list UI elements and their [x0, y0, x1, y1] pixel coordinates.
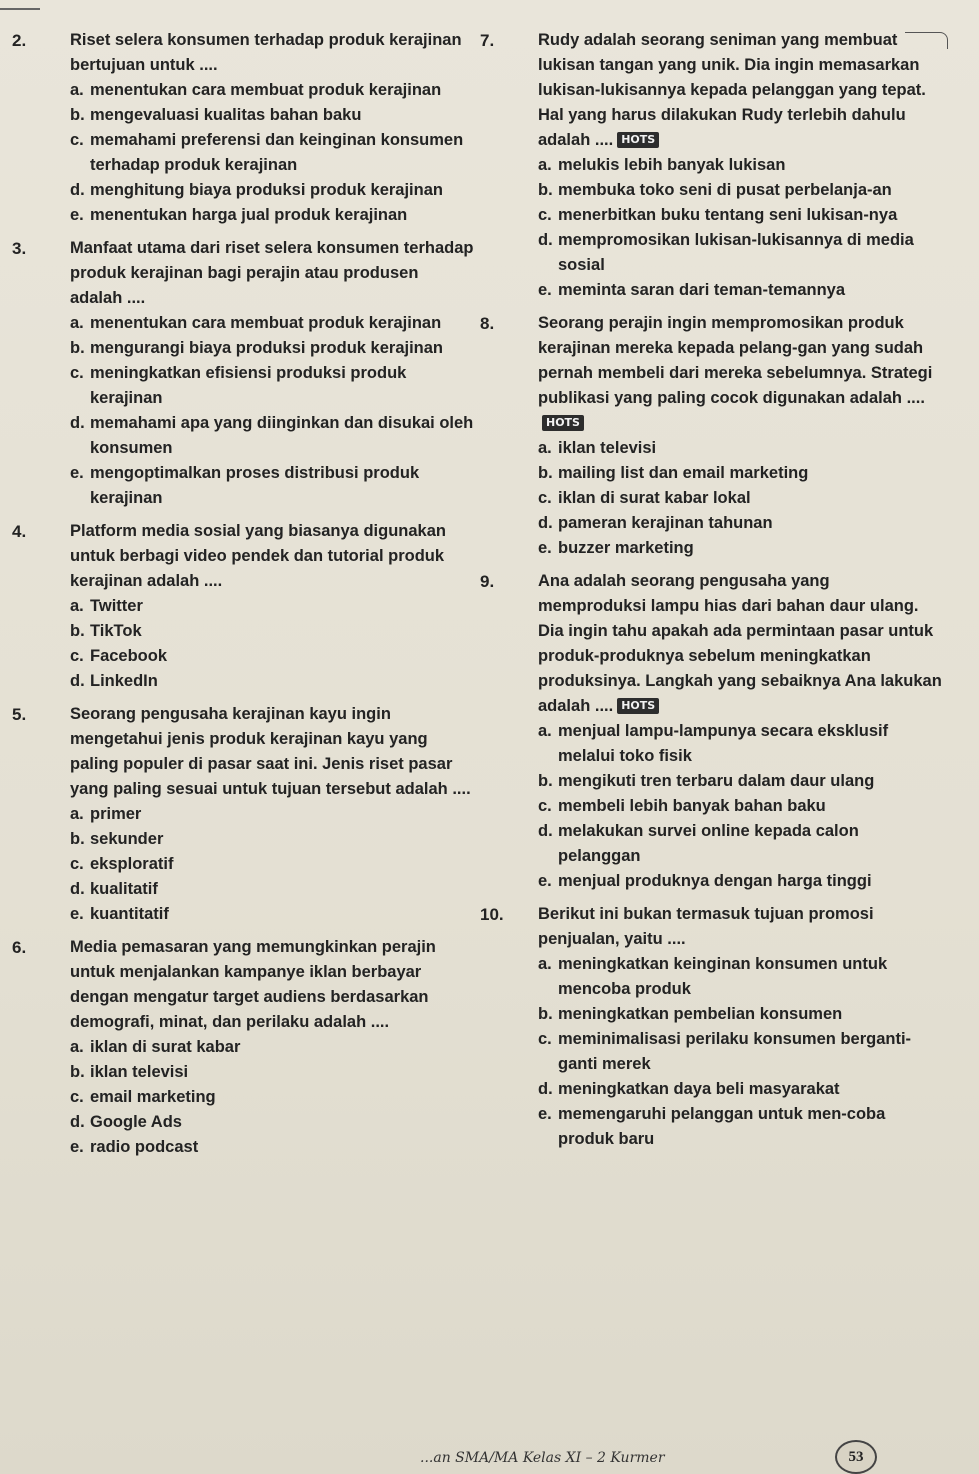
page-number: 53 [835, 1440, 877, 1474]
option-letter: e. [70, 905, 84, 923]
footer-text: ...an SMA/MA Kelas XI – 2 Kurmer [420, 1450, 665, 1466]
option-letter: a. [538, 439, 552, 457]
hots-badge: HOTS [617, 698, 659, 714]
option-text: mengoptimalkan proses distribusi produk kerajinan [90, 464, 420, 507]
option-letter: c. [538, 1030, 552, 1048]
question-item [480, 902, 942, 1152]
question-item [12, 236, 474, 511]
option-text: iklan di surat kabar [90, 1038, 241, 1056]
option-letter: c. [70, 855, 84, 873]
option-text: menentukan cara membuat produk kerajinan [90, 314, 442, 332]
option-text: menerbitkan buku tentang seni lukisan-nya [558, 206, 898, 224]
option-letter: d. [70, 880, 85, 898]
option-text: iklan televisi [90, 1063, 189, 1081]
option-letter: d. [538, 514, 553, 532]
option-text: menjual lampu-lampunya secara eksklusif melalui toko fisik [558, 722, 889, 765]
answer-option [70, 644, 474, 669]
option-text: menghitung biaya produksi produk kerajinan [90, 181, 443, 199]
option-list [538, 436, 942, 561]
option-letter: b. [538, 464, 553, 482]
question-item [12, 28, 474, 228]
question-number: 4. [12, 522, 27, 541]
option-text: meningkatkan efisiensi produksi produk kerajinan [90, 364, 407, 407]
question-stem-text: Seorang perajin ingin mempromosikan produk kerajinan mereka kepada pelang-gan yang sudah pernah membeli dari mereka sebelumnya. Strategi publikasi yang paling cocok digunakan adalah .... [538, 314, 933, 407]
answer-option [538, 1077, 942, 1102]
option-letter: b. [538, 772, 553, 790]
option-letter: e. [538, 539, 552, 557]
answer-option [538, 819, 942, 869]
question-stem-text: Manfaat utama dari riset selera konsumen terhadap produk kerajinan bagi perajin atau produsen adalah .... [70, 239, 474, 307]
option-list [538, 952, 942, 1152]
option-letter: b. [70, 106, 85, 124]
question-stem [70, 28, 474, 78]
hots-badge: HOTS [617, 132, 659, 148]
option-letter: d. [70, 1113, 85, 1131]
question-item [12, 702, 474, 927]
answer-option [538, 869, 942, 894]
question-stem [70, 236, 474, 311]
answer-option [70, 1110, 474, 1135]
option-text: Facebook [90, 647, 168, 665]
question-stem [538, 28, 942, 153]
answer-option [70, 128, 474, 178]
answer-option [538, 1002, 942, 1027]
option-text: sekunder [90, 830, 164, 848]
option-text: Twitter [90, 597, 143, 615]
answer-option [70, 336, 474, 361]
option-text: membeli lebih banyak bahan baku [558, 797, 826, 815]
option-letter: b. [538, 181, 553, 199]
option-text: TikTok [90, 622, 142, 640]
question-stem [538, 569, 942, 719]
answer-option [70, 1135, 474, 1160]
answer-option [538, 511, 942, 536]
option-text: eksploratif [90, 855, 174, 873]
option-list [538, 719, 942, 894]
answer-option [70, 361, 474, 411]
option-letter: d. [538, 822, 553, 840]
option-letter: e. [538, 1105, 552, 1123]
option-text: mailing list dan email marketing [558, 464, 809, 482]
option-letter: b. [70, 830, 85, 848]
option-letter: c. [70, 364, 84, 382]
page-edge-mark [0, 8, 40, 22]
option-letter: c. [70, 131, 84, 149]
option-letter: b. [70, 622, 85, 640]
question-item [480, 28, 942, 303]
option-text: radio podcast [90, 1138, 199, 1156]
option-letter: c. [70, 1088, 84, 1106]
option-list [70, 1035, 474, 1160]
answer-option [70, 669, 474, 694]
answer-option [538, 203, 942, 228]
option-letter: a. [70, 597, 84, 615]
option-text: melakukan survei online kepada calon pelanggan [558, 822, 859, 865]
question-stem-text: Ana adalah seorang pengusaha yang memproduksi lampu hias dari bahan daur ulang. Dia ingin tahu apakah ada permintaan pasar untuk produk-produknya sebelum meningkatkan produksinya. Langkah yang sebaiknya Ana lakukan adalah .... [538, 572, 942, 715]
answer-option [70, 852, 474, 877]
option-letter: b. [70, 1063, 85, 1081]
question-item [12, 519, 474, 694]
option-list [538, 153, 942, 303]
question-number: 3. [12, 239, 27, 258]
question-stem [538, 311, 942, 436]
answer-option [70, 827, 474, 852]
question-stem [70, 519, 474, 594]
question-item [480, 569, 942, 894]
option-text: buzzer marketing [558, 539, 694, 557]
question-stem-text: Media pemasaran yang memungkinkan perajin untuk menjalankan kampanye iklan berbayar dengan mengatur target audiens berdasarkan demografi, minat, dan perilaku adalah .... [70, 938, 436, 1031]
option-text: memengaruhi pelanggan untuk men-coba produk baru [558, 1105, 886, 1148]
option-list [70, 802, 474, 927]
option-letter: a. [70, 805, 84, 823]
option-text: mengevaluasi kualitas bahan baku [90, 106, 362, 124]
option-text: email marketing [90, 1088, 216, 1106]
option-text: melukis lebih banyak lukisan [558, 156, 786, 174]
answer-option [70, 411, 474, 461]
option-text: menentukan harga jual produk kerajinan [90, 206, 408, 224]
option-letter: a. [70, 81, 84, 99]
option-letter: d. [538, 1080, 553, 1098]
question-stem-text: Platform media sosial yang biasanya digunakan untuk berbagi video pendek dan tutorial produk kerajinan adalah .... [70, 522, 446, 590]
option-text: meminimalisasi perilaku konsumen berganti-ganti merek [558, 1030, 912, 1073]
question-number: 8. [480, 314, 495, 333]
option-text: Google Ads [90, 1113, 182, 1131]
option-text: mengikuti tren terbaru dalam daur ulang [558, 772, 875, 790]
answer-option [538, 228, 942, 278]
option-text: iklan televisi [558, 439, 657, 457]
question-number: 9. [480, 572, 495, 591]
answer-option [538, 1027, 942, 1077]
question-number: 10. [480, 905, 504, 924]
option-text: mempromosikan lukisan-lukisannya di media sosial [558, 231, 914, 274]
option-text: menjual produknya dengan harga tinggi [558, 872, 872, 890]
question-stem-text: Berikut ini bukan termasuk tujuan promosi penjualan, yaitu .... [538, 905, 874, 948]
left-column [12, 28, 474, 1168]
right-column [480, 28, 942, 1160]
answer-option [70, 802, 474, 827]
option-letter: e. [70, 464, 84, 482]
option-letter: e. [70, 206, 84, 224]
option-text: mengurangi biaya produksi produk kerajinan [90, 339, 443, 357]
question-stem [538, 902, 942, 952]
answer-option [70, 619, 474, 644]
option-text: meningkatkan pembelian konsumen [558, 1005, 843, 1023]
question-number: 2. [12, 31, 27, 50]
option-text: meningkatkan daya beli masyarakat [558, 1080, 840, 1098]
option-text: iklan di surat kabar lokal [558, 489, 751, 507]
option-letter: a. [538, 156, 552, 174]
question-stem [70, 702, 474, 802]
answer-option [538, 486, 942, 511]
answer-option [538, 536, 942, 561]
option-list [70, 311, 474, 511]
option-letter: a. [70, 314, 84, 332]
option-letter: b. [70, 339, 85, 357]
answer-option [538, 719, 942, 769]
option-letter: d. [70, 672, 85, 690]
option-text: memahami preferensi dan keinginan konsumen terhadap produk kerajinan [90, 131, 464, 174]
option-text: kuantitatif [90, 905, 169, 923]
option-letter: b. [538, 1005, 553, 1023]
answer-option [538, 769, 942, 794]
option-text: primer [90, 805, 142, 823]
option-text: meminta saran dari teman-temannya [558, 281, 846, 299]
answer-option [538, 1102, 942, 1152]
question-number: 6. [12, 938, 27, 957]
option-letter: a. [70, 1038, 84, 1056]
question-stem-text: Riset selera konsumen terhadap produk kerajinan bertujuan untuk .... [70, 31, 462, 74]
answer-option [70, 877, 474, 902]
option-letter: a. [538, 955, 552, 973]
answer-option [70, 594, 474, 619]
option-letter: d. [538, 231, 553, 249]
answer-option [538, 952, 942, 1002]
option-text: kualitatif [90, 880, 158, 898]
option-text: pameran kerajinan tahunan [558, 514, 773, 532]
hots-badge: HOTS [542, 415, 584, 431]
option-text: meningkatkan keinginan konsumen untuk mencoba produk [558, 955, 888, 998]
answer-option [70, 78, 474, 103]
option-letter: a. [538, 722, 552, 740]
question-stem-text: Seorang pengusaha kerajinan kayu ingin mengetahui jenis produk kerajinan kayu yang paling populer di pasar saat ini. Jenis riset pasar yang paling sesuai untuk tujuan tersebut adalah .... [70, 705, 471, 798]
answer-option [538, 178, 942, 203]
answer-option [70, 902, 474, 927]
option-letter: e. [538, 281, 552, 299]
answer-option [538, 436, 942, 461]
question-number: 5. [12, 705, 27, 724]
option-letter: e. [538, 872, 552, 890]
question-stem [70, 935, 474, 1035]
answer-option [70, 1060, 474, 1085]
option-text: memahami apa yang diinginkan dan disukai oleh konsumen [90, 414, 474, 457]
question-number: 7. [480, 31, 495, 50]
option-list [70, 594, 474, 694]
answer-option [538, 278, 942, 303]
option-letter: d. [70, 414, 85, 432]
answer-option [538, 794, 942, 819]
option-text: LinkedIn [90, 672, 158, 690]
option-letter: c. [538, 797, 552, 815]
question-stem-text: Rudy adalah seorang seniman yang membuat lukisan tangan yang unik. Dia ingin memasarkan lukisan-lukisannya kepada pelanggan yang tepat. Hal yang harus dilakukan Rudy terlebih dahulu adalah .... [538, 31, 926, 149]
answer-option [70, 203, 474, 228]
option-text: menentukan cara membuat produk kerajinan [90, 81, 442, 99]
answer-option [538, 461, 942, 486]
answer-option [538, 153, 942, 178]
answer-option [70, 1035, 474, 1060]
question-item [480, 311, 942, 561]
option-letter: c. [538, 489, 552, 507]
answer-option [70, 311, 474, 336]
answer-option [70, 103, 474, 128]
option-letter: e. [70, 1138, 84, 1156]
option-letter: c. [538, 206, 552, 224]
answer-option [70, 461, 474, 511]
option-letter: d. [70, 181, 85, 199]
question-item [12, 935, 474, 1160]
answer-option [70, 178, 474, 203]
option-letter: c. [70, 647, 84, 665]
option-list [70, 78, 474, 228]
answer-option [70, 1085, 474, 1110]
option-text: membuka toko seni di pusat perbelanja-an [558, 181, 892, 199]
